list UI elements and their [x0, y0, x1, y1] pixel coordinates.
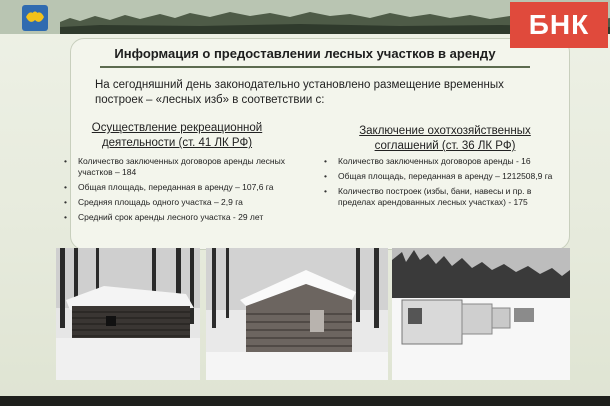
komi-emblem-icon: [20, 3, 50, 33]
list-item: • Количество заключенных договоров аренды лесных участков – 184: [64, 156, 314, 178]
screen-bottom-edge: [0, 396, 610, 406]
list-item: • Средний срок аренды лесного участка - 29 лет: [64, 212, 314, 223]
title-underline: [100, 66, 530, 68]
bnk-logo-badge: БНК: [510, 2, 608, 48]
intro-text: На сегодняшний день законодательно установлено размещение временных построек – «лесных изб» в соответствии с:: [95, 79, 504, 106]
left-column-heading: Осуществление рекреационной деятельности (ст. 41 ЛК РФ): [91, 122, 263, 149]
list-item: • Количество построек (избы, бани, навесы и пр. в пределах арендованных лесных участках) - 175: [324, 186, 570, 208]
right-column-heading: Заключение охотхозяйственных соглашений (ст. 36 ЛК РФ): [359, 125, 531, 152]
photo-log-hut: [206, 248, 388, 380]
list-item: • Количество заключенных договоров аренды - 16: [324, 156, 570, 167]
photo-old-cabin: [56, 248, 200, 380]
photo-container-huts: [392, 248, 570, 380]
list-item: • Общая площадь, переданная в аренду – 107,6 га: [64, 182, 314, 193]
right-column-list: [324, 156, 570, 212]
slide-title: Информация о предоставлении лесных участков в аренду: [114, 46, 496, 61]
list-item: • Средняя площадь одного участка – 2,9 га: [64, 197, 314, 208]
left-column-list: [64, 156, 314, 227]
list-item: • Общая площадь, переданная в аренду – 1212508,9 га: [324, 171, 570, 182]
